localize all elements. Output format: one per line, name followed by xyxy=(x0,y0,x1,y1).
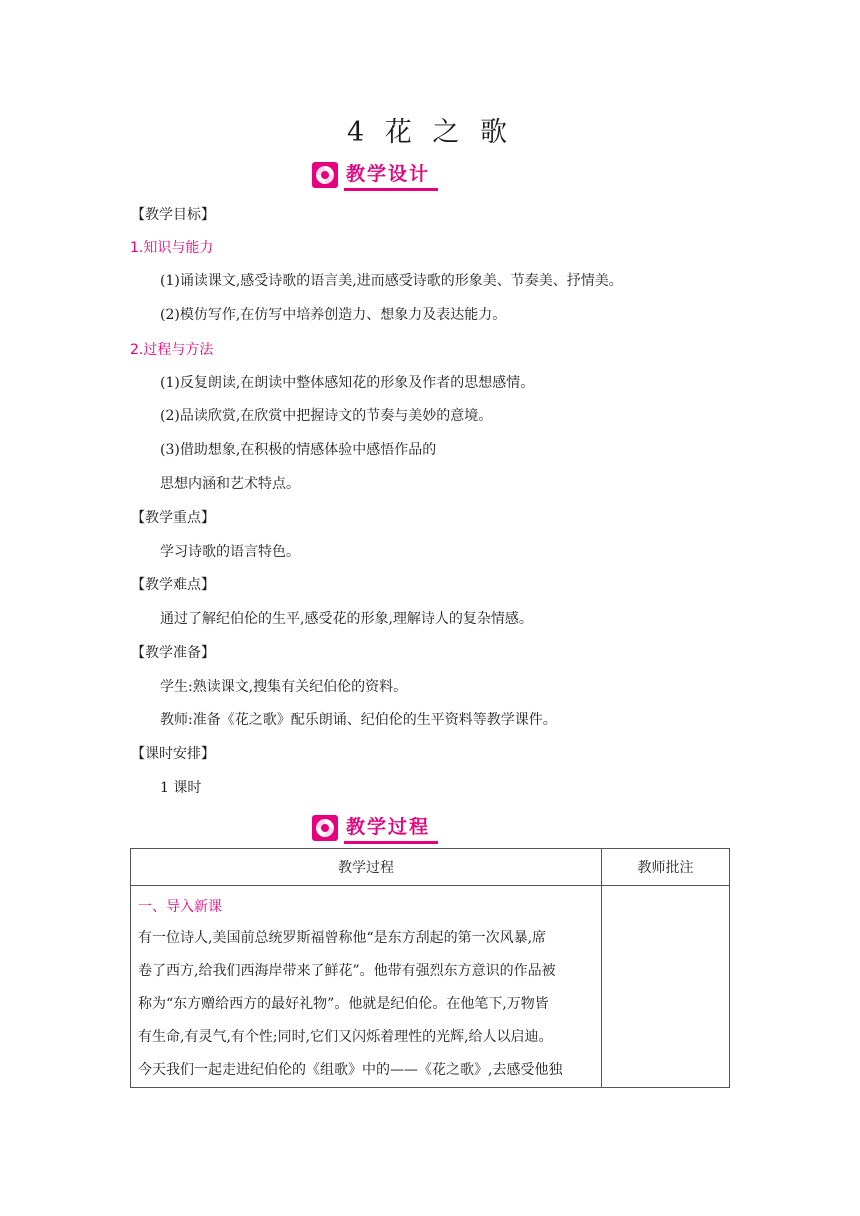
swirl-glyph-icon xyxy=(314,164,336,186)
goal-heading: 【教学目标】 xyxy=(131,207,215,223)
header-teacher-notes: 教师批注 xyxy=(602,849,730,886)
swirl-logo-icon xyxy=(312,815,338,841)
process-item-2: (2)品读欣赏,在欣赏中把握诗文的节奏与美妙的意境。 xyxy=(160,408,493,424)
difficulty-heading: 【教学难点】 xyxy=(131,577,215,593)
table-header-row xyxy=(131,849,730,886)
intro-line: 有生命,有灵气,有个性;同时,它们又闪烁着理性的光辉,给人以启迪。 xyxy=(138,1029,553,1045)
intro-line: 称为“东方赠给西方的最好礼物”。他就是纪伯伦。在他笔下,万物皆 xyxy=(138,996,549,1012)
process-item-1: (1)反复朗读,在朗读中整体感知花的形象及作者的思想感情。 xyxy=(160,375,535,391)
teaching-design-label: 教学设计 xyxy=(344,159,438,191)
intro-line: 卷了西方,给我们西海岸带来了鲜花”。他带有强烈东方意识的作品被 xyxy=(138,963,556,979)
knowledge-item-2: (2)模仿写作,在仿写中培养创造力、想象力及表达能力。 xyxy=(160,307,507,323)
key-point-text: 学习诗歌的语言特色。 xyxy=(160,544,300,560)
key-point-heading: 【教学重点】 xyxy=(131,510,215,526)
preparation-student: 学生:熟读课文,搜集有关纪伯伦的资料。 xyxy=(160,679,408,695)
intro-paragraph xyxy=(138,922,593,1087)
schedule-text: 1 课时 xyxy=(160,780,202,796)
preparation-teacher: 教师:准备《花之歌》配乐朗诵、纪伯伦的生平资料等教学课件。 xyxy=(160,712,557,728)
section-title-intro: 一、导入新课 xyxy=(138,899,222,915)
teaching-process-banner xyxy=(312,813,438,843)
teaching-process-table xyxy=(130,848,730,1088)
table-row xyxy=(131,886,730,1088)
intro-line: 有一位诗人,美国前总统罗斯福曾称他“是东方刮起的第一次风暴,席 xyxy=(138,930,547,946)
swirl-glyph-icon xyxy=(314,817,336,839)
preparation-heading: 【教学准备】 xyxy=(131,645,215,661)
difficulty-text: 通过了解纪伯伦的生平,感受花的形象,理解诗人的复杂情感。 xyxy=(160,611,533,627)
intro-line: 今天我们一起走进纪伯伦的《组歌》中的——《花之歌》,去感受他独 xyxy=(138,1062,563,1078)
process-item-3: (3)借助想象,在积极的情感体验中感悟作品的 xyxy=(160,442,437,458)
page-title: 4 花 之 歌 xyxy=(347,117,513,148)
process-content-cell xyxy=(131,886,602,1088)
process-item-3-cont: 思想内涵和艺术特点。 xyxy=(160,476,300,492)
teaching-design-banner xyxy=(312,160,438,190)
knowledge-ability-subheading: 1.知识与能力 xyxy=(130,240,214,256)
swirl-logo-icon xyxy=(312,162,338,188)
teacher-notes-cell xyxy=(602,886,730,1088)
schedule-heading: 【课时安排】 xyxy=(131,746,215,762)
knowledge-item-1: (1)诵读课文,感受诗歌的语言美,进而感受诗歌的形象美、节奏美、抒情美。 xyxy=(160,273,623,289)
process-method-subheading: 2.过程与方法 xyxy=(130,342,214,358)
header-teaching-process: 教学过程 xyxy=(131,849,602,886)
teaching-process-label: 教学过程 xyxy=(344,812,438,844)
